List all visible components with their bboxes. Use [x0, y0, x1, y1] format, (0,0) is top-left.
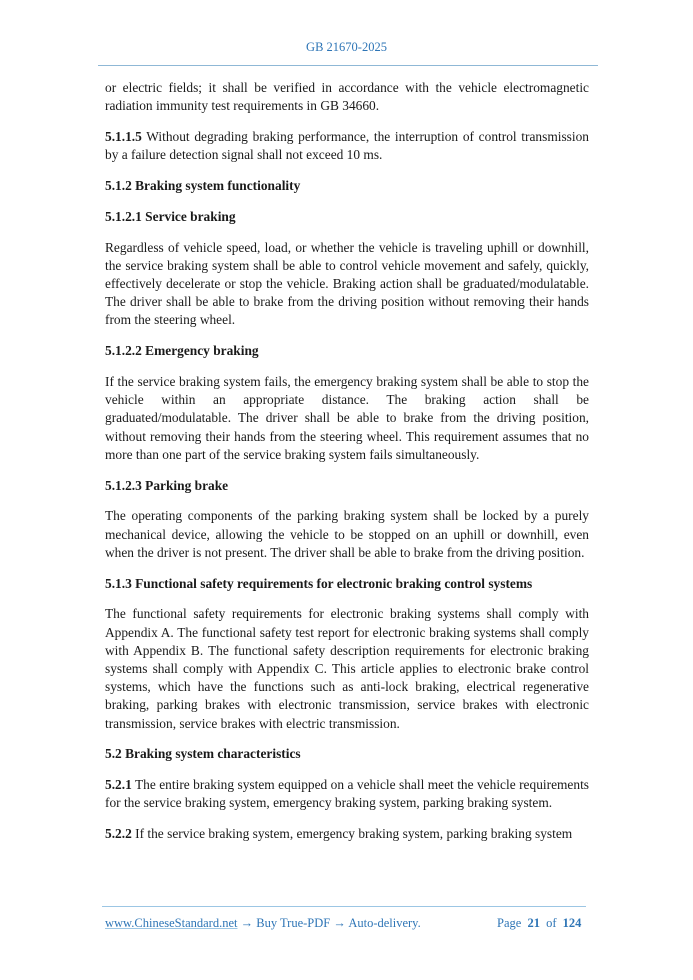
- paragraph-5-2-2: [105, 825, 589, 843]
- document-header-title: GB 21670-2025: [306, 40, 387, 54]
- paragraph-continued: or electric fields; it shall be verified in accordance with the vehicle electromagnetic radiation immunity test requirements in GB 34660.: [105, 80, 589, 114]
- clause-number: 5.2.1: [105, 777, 132, 793]
- clause-text: The entire braking system equipped on a vehicle shall meet the vehicle requirements for the service braking system, emergency braking system, parking braking system.: [105, 777, 589, 811]
- heading-5-1-2-2: 5.1.2.2 Emergency braking: [105, 343, 259, 359]
- heading-5-1-2-1: 5.1.2.1 Service braking: [105, 208, 236, 224]
- heading-5-1-2-3: 5.1.2.3 Parking brake: [105, 477, 229, 493]
- buy-pdf-text: Buy True-PDF: [256, 916, 331, 930]
- clause-number: 5.1.1.5: [105, 129, 142, 144]
- auto-delivery-text: Auto-delivery.: [348, 916, 421, 930]
- page-number: [497, 916, 581, 931]
- heading-5-1-2: 5.1.2 Braking system functionality: [105, 178, 301, 193]
- of-label: of: [546, 916, 557, 930]
- website-link[interactable]: www.ChineseStandard.net: [105, 916, 238, 930]
- paragraph-5-2-1: [105, 776, 589, 812]
- arrow-right-icon: →: [240, 916, 254, 930]
- heading-5-1-3: 5.1.3 Functional safety requirements for electronic braking control systems: [105, 575, 533, 591]
- clause-number: 5.2.2: [105, 826, 132, 842]
- clause-text: Without degrading braking performance, the interruption of control transmission by a failure detection signal shall not exceed 10 ms.: [105, 129, 589, 163]
- header-divider: [98, 65, 598, 66]
- paragraph-emergency-braking: If the service braking system fails, the emergency braking system shall be able to stop the vehicle within an appropriate distance. The braking action shall be graduated/modulatable. The driver shall be able to brake from the driving position, without removing their hands from the steering wheel. This requirement assumes that no more than one part of the service braking system fails simultaneously.: [105, 374, 589, 462]
- footer-promo: [105, 916, 421, 931]
- paragraph-parking-brake: The operating components of the parking braking system shall be locked by a purely mechanical device, allowing the vehicle to be stopped on an uphill or downhill, even when the driver is not present. The driver shall be able to brake from the driving position.: [105, 508, 589, 560]
- page-label: Page: [497, 916, 522, 930]
- paragraph-service-braking: Regardless of vehicle speed, load, or whether the vehicle is traveling uphill or downhill, the service braking system shall be able to control vehicle movement and safely, quickly, effectively decelerate or stop the vehicle. Braking action shall be graduated/modulatable. The driver shall be able to brake from the driving position without removing their hands from the steering wheel.: [105, 239, 589, 328]
- page-current: 21: [527, 916, 540, 930]
- arrow-right-icon: →: [333, 916, 346, 930]
- document-body: [105, 79, 589, 856]
- heading-5-2: 5.2 Braking system characteristics: [105, 746, 301, 762]
- paragraph-functional-safety: The functional safety requirements for electronic braking systems shall comply with Appendix A. The functional safety test report for electronic braking systems shall comply with Appendix B. The functional safety description requirements for electronic braking systems shall comply with Appendix C. This article applies to electronic brake control systems, which have the functions such as anti-lock braking, electrical regenerative braking, parking brakes with electronic transmission, service brakes with electronic transmission, service brakes with electric transmission.: [105, 606, 589, 731]
- paragraph-5-1-1-5: [105, 128, 589, 164]
- clause-text: If the service braking system, emergency braking system, parking braking system: [131, 826, 573, 842]
- footer-divider: [102, 906, 586, 907]
- page-total: 124: [562, 916, 582, 930]
